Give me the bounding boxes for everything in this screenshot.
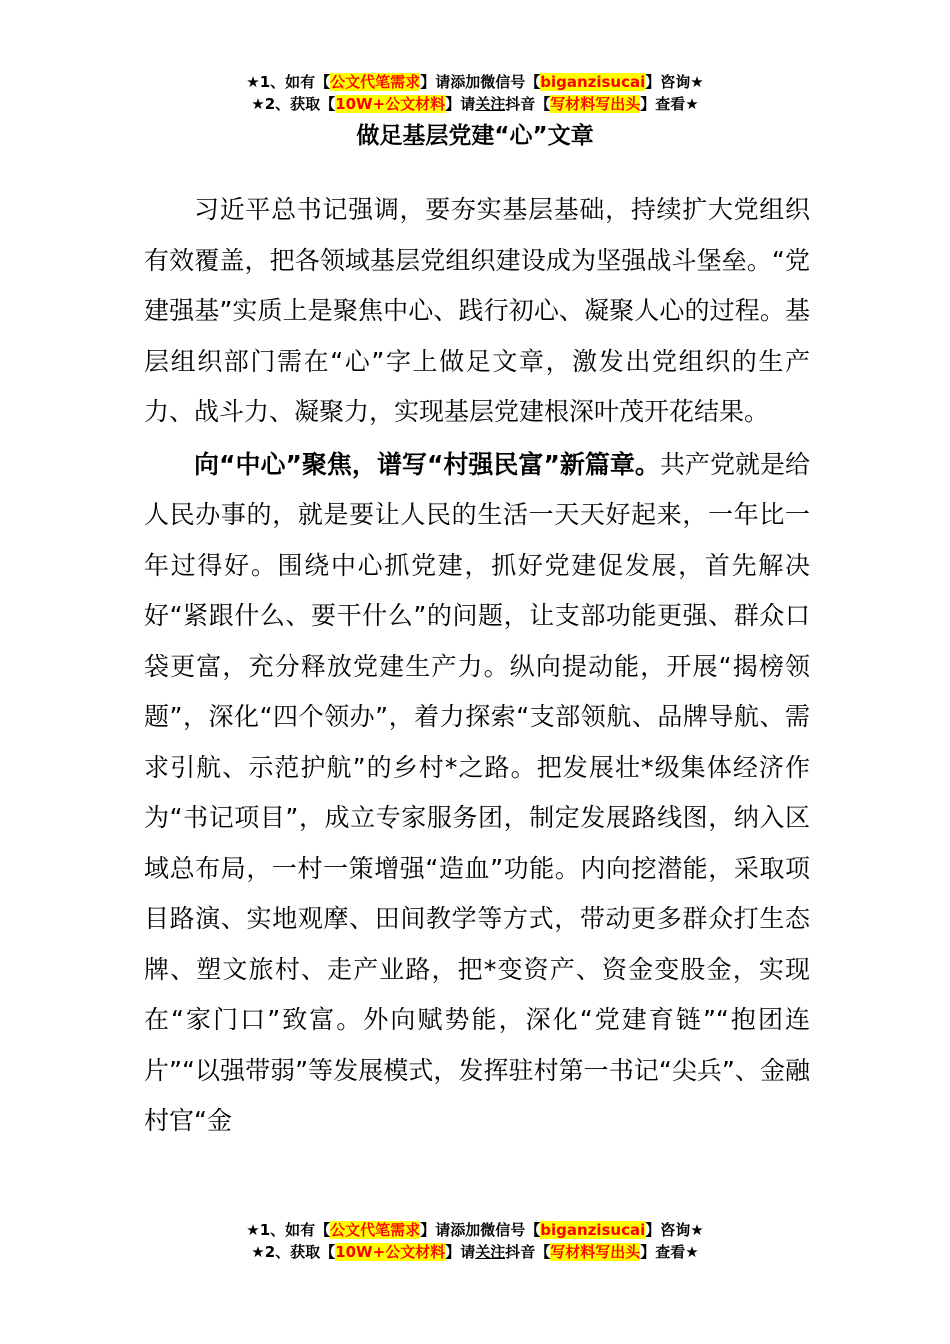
promo-text: ★2、获取【 [251,1243,336,1261]
promo-text: ★2、获取【 [251,95,336,113]
promo-underlined: 关注 [475,95,506,113]
wechat-id-highlight: biganzisucai [540,73,646,91]
promo-text: 】请 [445,1243,476,1261]
promo-text: 抖音【 [505,95,551,113]
wechat-id-highlight: biganzisucai [540,1221,646,1239]
douyin-id-highlight: 写材料写出头 [550,1243,641,1261]
promo-line-2 [0,1241,950,1263]
promo-text: 】请添加微信号【 [420,1221,541,1239]
promo-line-1 [0,71,950,93]
header-promo [0,71,950,115]
promo-text: 】请添加微信号【 [420,73,541,91]
paragraph-section-1 [144,440,810,1147]
promo-text: 】请 [445,95,476,113]
document-title: 做足基层党建“心”文章 [356,123,594,149]
document-body [144,185,810,1149]
section-heading: 向“中心”聚焦，谱写“村强民富”新篇章。 [194,449,660,479]
paragraph-text: 习近平总书记强调，要夯实基层基础，持续扩大党组织有效覆盖，把各领域基层党组织建设成为坚强战斗堡垒。“党建强基”实质上是聚焦中心、践行初心、凝聚人心的过程。基层组织部门需在“心”字上做足文章，激发出党组织的生产力、战斗力、凝聚力，实现基层党建根深叶茂开花结果。 [144,195,810,426]
douyin-id-highlight: 写材料写出头 [550,95,641,113]
promo-text: 】咨询★ [645,73,704,91]
promo-text: 】查看★ [640,95,699,113]
promo-highlight: 10W+公文材料 [335,95,446,113]
promo-text: ★1、如有【 [246,73,331,91]
promo-line-2 [0,93,950,115]
promo-text: ★1、如有【 [246,1221,331,1239]
promo-highlight: 10W+公文材料 [335,1243,446,1261]
promo-highlight: 公文代笔需求 [330,1221,421,1239]
promo-line-1 [0,1219,950,1241]
promo-text: 】查看★ [640,1243,699,1261]
promo-underlined: 关注 [475,1243,506,1261]
paragraph-intro [144,185,810,438]
promo-highlight: 公文代笔需求 [330,73,421,91]
promo-text: 】咨询★ [645,1221,704,1239]
footer-promo [0,1219,950,1263]
paragraph-text: 共产党就是给人民办事的，就是要让人民的生活一天天好起来，一年比一年过得好。围绕中心抓党建，抓好党建促发展，首先解决好“紧跟什么、要干什么”的问题，让支部功能更强、群众口袋更富，充分释放党建生产力。纵向提动能，开展“揭榜领题”，深化“四个领办”，着力探索“支部领航、品牌导航、需求引航、示范护航”的乡村*之路。把发展壮*级集体经济作为“书记项目”，成立专家服务团，制定发展路线图，纳入区域总布局，一村一策增强“造血”功能。内向挖潜能，采取项目路演、实地观摩、田间教学等方式，带动更多群众打生态牌、塑文旅村、走产业路，把*变资产、资金变股金，实现在“家门口”致富。外向赋势能，深化“党建育链”“抱团连片”“以强带弱”等发展模式，发挥驻村第一书记“尖兵”、金融村官“金 [144,449,810,1135]
promo-text: 抖音【 [505,1243,551,1261]
